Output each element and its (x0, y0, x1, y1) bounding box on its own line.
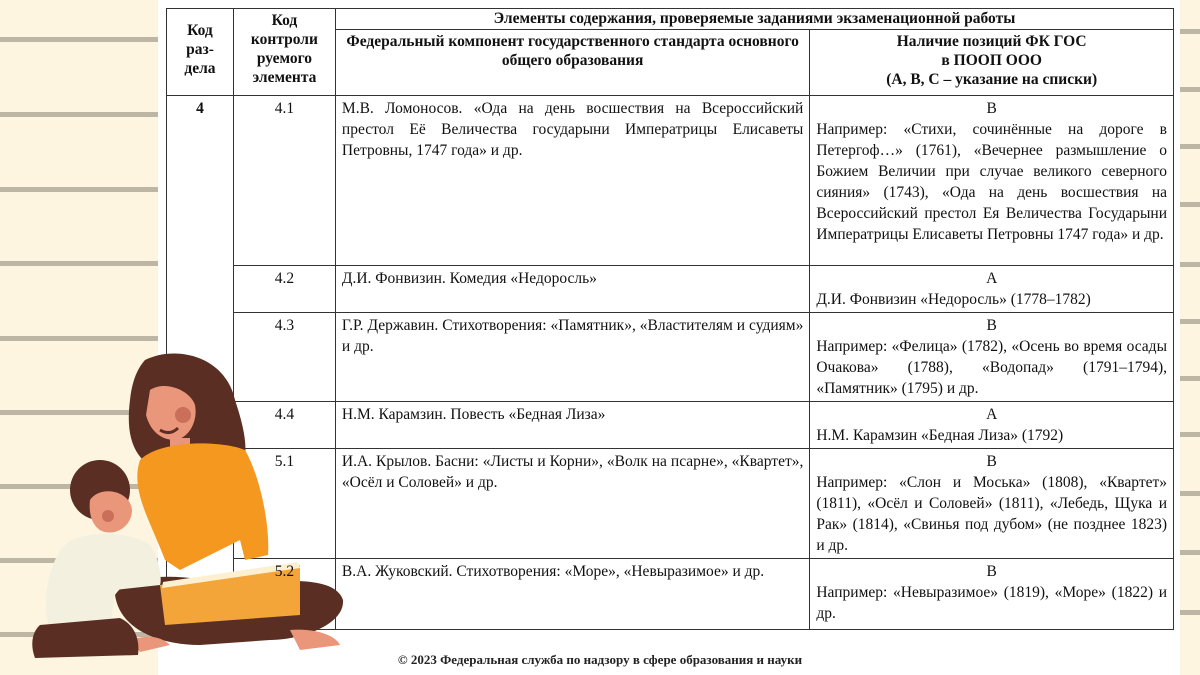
poop-cell (810, 313, 1174, 402)
header-poop (810, 30, 1174, 96)
element-code-cell (233, 266, 335, 313)
section-code: 4 (167, 96, 234, 630)
poop-cell (810, 402, 1174, 449)
header-group-title: Элементы содержания, проверяемые заданиями экзаменационной работы (335, 9, 1173, 30)
poop-cell (810, 559, 1174, 630)
content-cell: В.А. Жуковский. Стихотворения: «Море», «Невыразимое» и др. (335, 559, 809, 630)
element-code: 4.4 (274, 406, 295, 423)
ruled-line (1180, 610, 1200, 615)
poop-note: Д.И. Фонвизин «Недоросль» (1778–1782) (816, 291, 1091, 308)
header-poop-line: (А, В, С – указание на списки) (886, 71, 1098, 88)
ruled-line (1180, 432, 1200, 437)
header-poop-line: в ПООП ООО (941, 52, 1042, 69)
element-code-cell (233, 96, 335, 266)
list-letter: А (986, 270, 998, 287)
list-letter: В (986, 100, 997, 117)
poop-note: Например: «Слон и Моська» (1808), «Квартет» (1811), «Осёл и Соловей» (1811), «Лебедь, Щука и Рак» (1814), «Свинья под дубом» (не позднее 1823) и др. (816, 474, 1167, 554)
poop-cell (810, 96, 1174, 266)
ruled-line (1180, 491, 1200, 496)
right-notebook-panel (1180, 0, 1200, 675)
header-element-code: Код контроли руемого элемента (233, 9, 335, 96)
ruled-line (1180, 319, 1200, 324)
content-cell: Н.М. Карамзин. Повесть «Бедная Лиза» (335, 402, 809, 449)
ruled-line (1180, 29, 1200, 34)
header-fk-standard: Федеральный компонент государственного стандарта основного общего образования (335, 30, 809, 96)
ruled-line (0, 187, 158, 192)
ruled-line (1180, 550, 1200, 555)
list-letter: В (986, 317, 997, 334)
poop-note: Например: «Фелица» (1782), «Осень во время осады Очакова» (1788), «Водопад» (1791–1794), «Памятник» (1795) и др. (816, 338, 1167, 397)
list-letter: В (986, 453, 997, 470)
table-row (167, 96, 1174, 266)
ruled-line (1180, 376, 1200, 381)
content-cell: Д.И. Фонвизин. Комедия «Недоросль» (335, 266, 809, 313)
poop-cell (810, 266, 1174, 313)
ruled-line (0, 37, 158, 42)
content-cell: И.А. Крылов. Басни: «Листы и Корни», «Волк на псарне», «Квартет», «Осёл и Соловей» и др. (335, 449, 809, 559)
child-pants (32, 618, 138, 658)
footer-copyright: © 2023 Федеральная служба по надзору в сфере образования и науки (397, 652, 803, 667)
poop-note: Например: «Стихи, сочинённые на дороге в Петергоф…» (1761), «Вечернее размышление о Божием Величии при случае великого северного сияния» (1743), «Ода на день восшествия на Всероссийский престол Ея Величества Государыни Императрицы Елисаветы Петровны 1747 года» и др. (816, 121, 1167, 243)
element-code: 4.1 (274, 100, 295, 117)
mother-child-reading-illustration (0, 340, 360, 675)
content-cell: М.В. Ломоносов. «Ода на день восшествия на Всероссийский престол Её Величества государыни Императрицы Елисаветы Петровны, 1747 года» и др. (335, 96, 809, 266)
element-code: 4.3 (274, 317, 295, 334)
header-section-code: Код раз-дела (167, 9, 234, 96)
element-code: 5.1 (274, 453, 295, 470)
table-row (167, 266, 1174, 313)
ruled-line (1180, 262, 1200, 267)
mother-sweater (137, 443, 268, 570)
element-code: 4.2 (274, 270, 295, 287)
ruled-line (0, 112, 158, 117)
list-letter: В (986, 563, 997, 580)
list-letter: А (986, 406, 998, 423)
header-poop-line: Наличие позиций ФК ГОС (896, 33, 1087, 50)
ruled-line (1180, 202, 1200, 207)
ruled-line (1180, 144, 1200, 149)
content-cell: Г.Р. Державин. Стихотворения: «Памятник», «Властителям и судиям» и др. (335, 313, 809, 402)
poop-note: Например: «Невыразимое» (1819), «Море» (1822) и др. (816, 584, 1167, 622)
poop-note: Н.М. Карамзин «Бедная Лиза» (1792) (816, 427, 1064, 444)
ruled-line (0, 261, 158, 266)
poop-cell (810, 449, 1174, 559)
element-code: 5.2 (274, 563, 295, 580)
ruled-line (1180, 87, 1200, 92)
